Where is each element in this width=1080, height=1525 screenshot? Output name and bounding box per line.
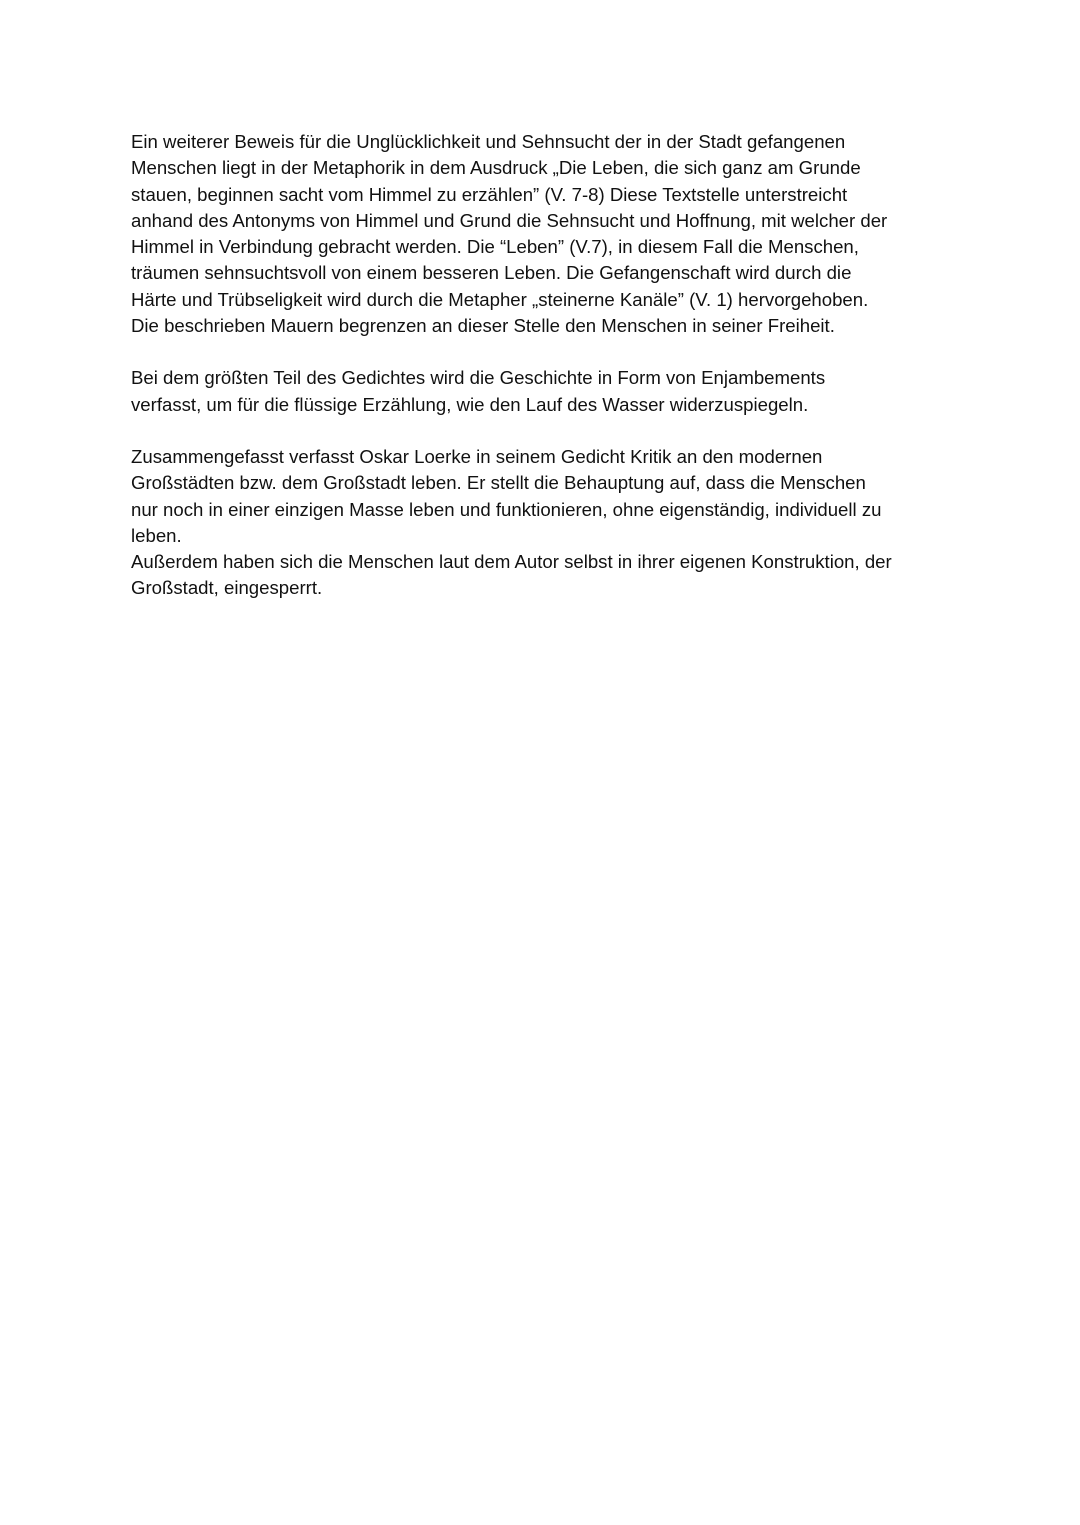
text-line: anhand des Antonyms von Himmel und Grund die Sehnsucht und Hoffnung, mit welcher der [131, 209, 888, 231]
text-line: Bei dem größten Teil des Gedichtes wird die Geschichte in Form von Enjambements [131, 367, 826, 389]
text-line: verfasst, um für die flüssige Erzählung, wie den Lauf des Wasser widerzuspiegeln. [131, 393, 809, 415]
text-line: träumen sehnsuchtsvoll von einem besseren Leben. Die Gefangenschaft wird durch die [131, 262, 852, 284]
text-line: Die beschrieben Mauern begrenzen an dieser Stelle den Menschen in seiner Freiheit. [131, 315, 835, 337]
text-line: leben. [131, 524, 182, 546]
paragraph-enjambement [131, 365, 961, 418]
text-line: Himmel in Verbindung gebracht werden. Die “Leben” (V.7), in diesem Fall die Menschen, [131, 236, 859, 258]
text-line: Großstädten bzw. dem Großstadt leben. Er stellt die Behauptung auf, dass die Menschen [131, 472, 866, 494]
text-line: Außerdem haben sich die Menschen laut dem Autor selbst in ihrer eigenen Konstruktion, der [131, 551, 892, 573]
text-line: Großstadt, eingesperrt. [131, 577, 323, 599]
text-line: Härte und Trübseligkeit wird durch die Metapher „steinerne Kanäle” (V. 1) hervorgehoben. [131, 288, 869, 310]
paragraph-conclusion [131, 444, 961, 602]
text-line: nur noch in einer einzigen Masse leben und funktionieren, ohne eigenständig, individuell zu [131, 498, 882, 520]
document-body [131, 129, 961, 628]
text-line: Ein weiterer Beweis für die Unglücklichkeit und Sehnsucht der in der Stadt gefangenen [131, 131, 846, 152]
text-line: Menschen liegt in der Metaphorik in dem Ausdruck „Die Leben, die sich ganz am Grunde [131, 157, 861, 179]
text-line: stauen, beginnen sacht vom Himmel zu erzählen” (V. 7-8) Diese Textstelle unterstreicht [131, 183, 848, 205]
paragraph-analysis-metaphor [131, 129, 961, 339]
text-line: Zusammengefasst verfasst Oskar Loerke in seinem Gedicht Kritik an den modernen [131, 445, 823, 467]
